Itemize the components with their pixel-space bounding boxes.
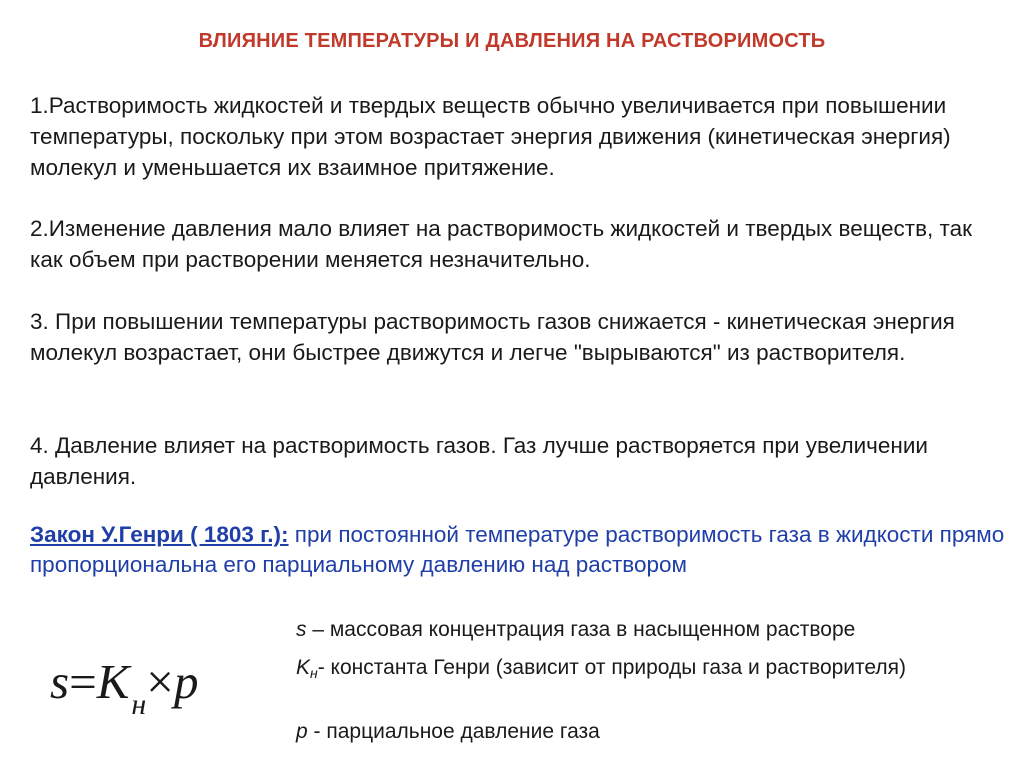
legend-s-text: – массовая концентрация газа в насыщенном растворе xyxy=(306,618,856,641)
henry-formula xyxy=(50,652,290,721)
slide-title: ВЛИЯНИЕ ТЕМПЕРАТУРЫ И ДАВЛЕНИЯ НА РАСТВОРИМОСТЬ xyxy=(198,30,826,52)
legend-k-text: - константа Генри (зависит от природы газа и растворителя) xyxy=(317,656,907,679)
point-2: 2.Изменение давления мало влияет на растворимость жидкостей и твердых веществ, так как объем при растворении меняется незначительно. xyxy=(30,216,972,272)
legend-p-symbol: p xyxy=(296,720,308,743)
henry-law-link[interactable]: Закон У.Генри ( 1803 г.): xyxy=(30,522,289,547)
henry-law-paragraph xyxy=(30,520,1005,580)
formula-k: K xyxy=(96,654,130,709)
point-1: 1.Растворимость жидкостей и твердых веществ обычно увеличивается при повышении температуры, поскольку при этом возрастает энергия движения (кинетическая энергия) молекул и уменьшается их взаимное притяжение. xyxy=(30,93,951,180)
legend-k xyxy=(296,656,996,681)
legend-k-symbol: K xyxy=(296,656,311,679)
formula-times: × xyxy=(146,654,174,709)
legend-s xyxy=(296,618,996,641)
formula-p: p xyxy=(173,654,199,709)
henry-law-text: при постоянной температуре растворимость газа в жидкости прямо пропорциональна его парциальному давлению над раствором xyxy=(30,522,1005,577)
legend-k-subscript: н xyxy=(310,665,318,681)
formula-k-subscript: н xyxy=(131,688,147,721)
legend-p xyxy=(296,720,996,743)
point-3: 3. При повышении температуры растворимость газов снижается - кинетическая энергия молекул возрастает, они быстрее движутся и легче "вырываются" из растворителя. xyxy=(30,309,955,365)
legend-s-symbol: s xyxy=(296,618,307,641)
formula-equals: = xyxy=(69,654,97,709)
legend-p-text: - парциальное давление газа xyxy=(307,720,600,743)
formula-s: s xyxy=(50,654,70,709)
point-4: 4. Давление влияет на растворимость газов. Газ лучше растворяется при увеличении давления. xyxy=(30,433,928,489)
